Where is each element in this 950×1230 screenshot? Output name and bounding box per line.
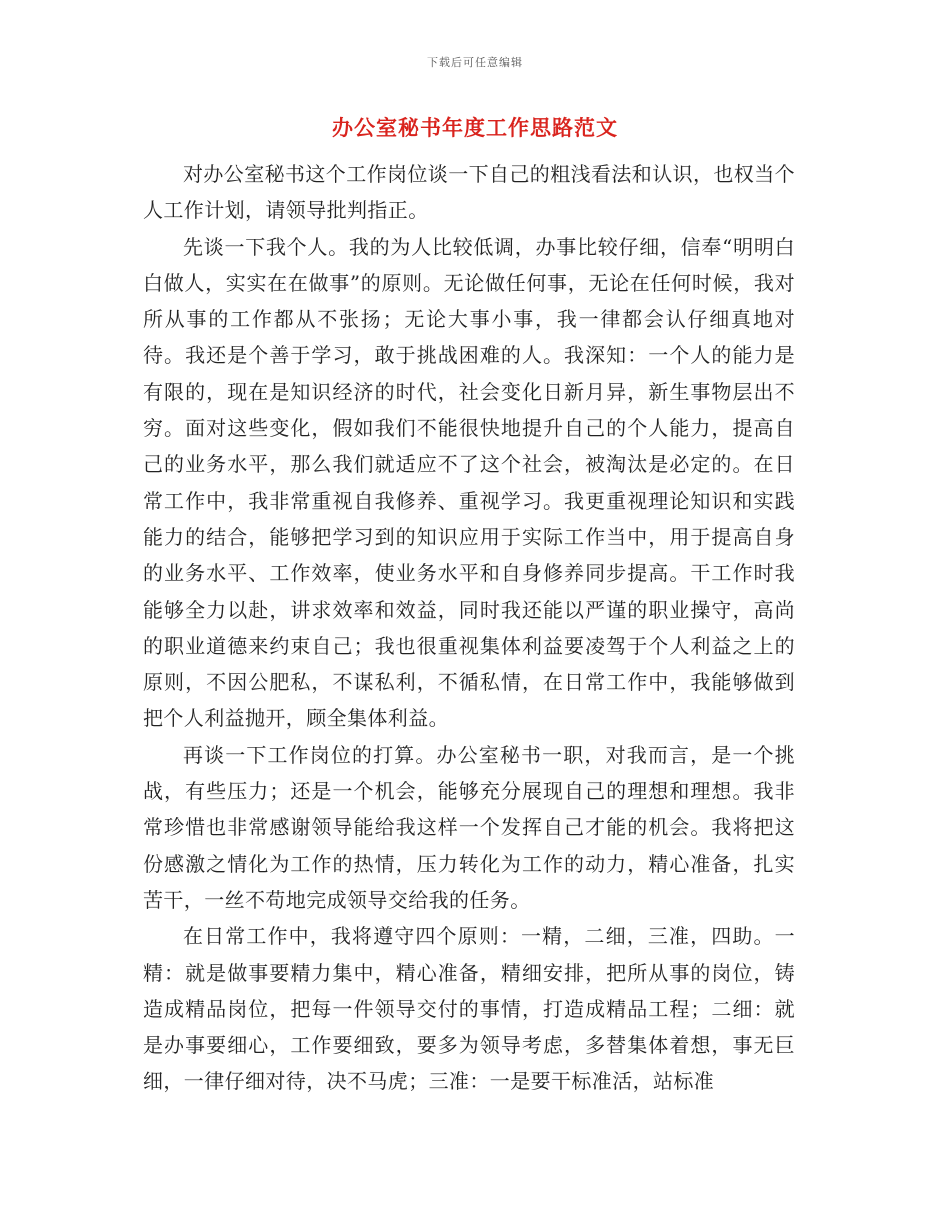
header-note: 下载后可任意编辑 bbox=[427, 56, 523, 69]
document-body bbox=[143, 156, 795, 1100]
paragraph: 先谈一下我个人。我的为人比较低调，办事比较仔细，信奉“明明白白做人，实实在在做事”的原则。无论做任何事，无论在任何时候，我对所从事的工作都从不张扬；无论大事小事，我一律都会认仔细真地对待。我还是个善于学习，敢于挑战困难的人。我深知：一个人的能力是有限的，现在是知识经济的时代，社会变化日新月异，新生事物层出不穷。面对这些变化，假如我们不能很快地提升自己的个人能力，提高自己的业务水平，那么我们就适应不了这个社会，被淘汰是必定的。在日常工作中，我非常重视自我修养、重视学习。我更重视理论知识和实践能力的结合，能够把学习到的知识应用于实际工作当中，用于提高自身的业务水平、工作效率，使业务水平和自身修养同步提高。干工作时我能够全力以赴，讲求效率和效益，同时我还能以严谨的职业操守，高尚的职业道德来约束自己；我也很重视集体利益要凌驾于个人利益之上的原则，不因公肥私，不谋私利，不循私情，在日常工作中，我能够做到把个人利益抛开，顾全集体利益。 bbox=[143, 234, 795, 731]
paragraph: 对办公室秘书这个工作岗位谈一下自己的粗浅看法和认识，也权当个人工作计划，请领导批判指正。 bbox=[143, 162, 795, 223]
paragraph: 在日常工作中，我将遵守四个原则：一精，二细，三准，四助。一精：就是做事要精力集中，精心准备，精细安排，把所从事的岗位，铸造成精品岗位，把每一件领导交付的事情，打造成精品工程；二细：就是办事要细心，工作要细致，要多为领导考虑，多替集体着想，事无巨细，一律仔细对待，决不马虎；三准：一是要干标准活，站标准 bbox=[143, 924, 795, 1094]
document-title: 办公室秘书年度工作思路范文 bbox=[332, 115, 618, 140]
paragraph: 再谈一下工作岗位的打算。办公室秘书一职，对我而言，是一个挑战，有些压力；还是一个机会，能够充分展现自己的理想和理想。我非常珍惜也非常感谢领导能给我这样一个发挥自己才能的机会。我将把这份感激之情化为工作的热情，压力转化为工作的动力，精心准备，扎实苦干，一丝不苟地完成领导交给我的任务。 bbox=[143, 742, 795, 912]
